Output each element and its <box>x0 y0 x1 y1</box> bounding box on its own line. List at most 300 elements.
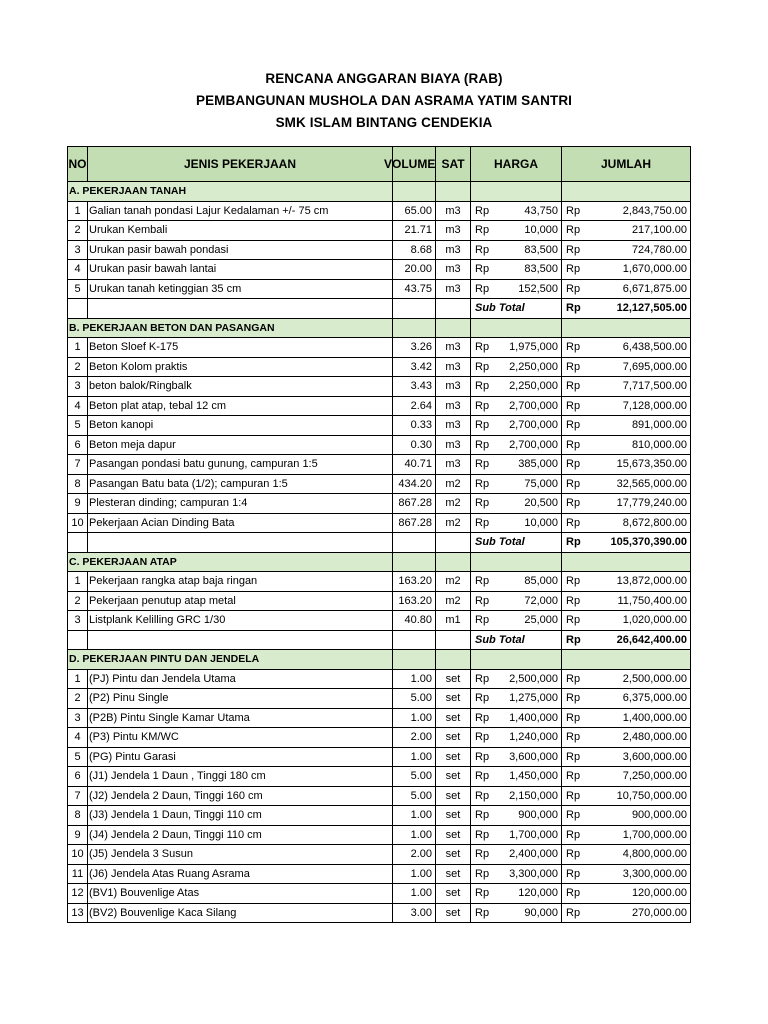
item-total: 8,672,800.00 <box>584 513 691 533</box>
item-total: 4,800,000.00 <box>584 845 691 865</box>
table-row <box>68 221 691 241</box>
section-title: B. PEKERJAAN BETON DAN PASANGAN <box>68 318 393 338</box>
table-row <box>68 513 691 533</box>
item-unit: m3 <box>436 201 471 221</box>
item-total-currency: Rp <box>562 708 584 728</box>
item-volume: 3.43 <box>393 377 436 397</box>
item-price: 1,275,000 <box>493 689 562 709</box>
item-price-currency: Rp <box>471 474 493 494</box>
item-total-currency: Rp <box>562 435 584 455</box>
item-no: 10 <box>68 513 88 533</box>
table-row <box>68 708 691 728</box>
subtotal-currency: Rp <box>562 533 584 553</box>
item-unit: m1 <box>436 611 471 631</box>
item-volume: 1.00 <box>393 708 436 728</box>
item-description: (BV1) Bouvenlige Atas <box>88 884 393 904</box>
item-no: 1 <box>68 201 88 221</box>
item-volume: 1.00 <box>393 825 436 845</box>
item-volume: 5.00 <box>393 786 436 806</box>
table-row <box>68 240 691 260</box>
col-header-jenis: JENIS PEKERJAAN <box>88 147 393 182</box>
empty-cell <box>436 182 471 202</box>
item-price-currency: Rp <box>471 669 493 689</box>
item-description: (J3) Jendela 1 Daun, Tinggi 110 cm <box>88 806 393 826</box>
item-price-currency: Rp <box>471 845 493 865</box>
item-unit: m3 <box>436 357 471 377</box>
empty-cell <box>562 318 691 338</box>
item-description: Urukan pasir bawah pondasi <box>88 240 393 260</box>
item-unit: set <box>436 689 471 709</box>
doc-title: RENCANA ANGGARAN BIAYA (RAB) <box>265 71 503 86</box>
item-price-currency: Rp <box>471 435 493 455</box>
empty-cell <box>393 318 436 338</box>
item-unit: m3 <box>436 279 471 299</box>
item-total: 7,695,000.00 <box>584 357 691 377</box>
empty-cell <box>471 552 562 572</box>
item-no: 4 <box>68 260 88 280</box>
item-no: 5 <box>68 747 88 767</box>
item-total: 6,375,000.00 <box>584 689 691 709</box>
empty-cell <box>436 533 471 553</box>
item-volume: 40.71 <box>393 455 436 475</box>
item-volume: 163.20 <box>393 591 436 611</box>
item-price-currency: Rp <box>471 786 493 806</box>
empty-cell <box>393 533 436 553</box>
col-header-harga: HARGA <box>471 147 562 182</box>
table-row <box>68 455 691 475</box>
subtotal-label: Sub Total <box>471 533 562 553</box>
item-description: (J4) Jendela 2 Daun, Tinggi 110 cm <box>88 825 393 845</box>
item-total: 1,670,000.00 <box>584 260 691 280</box>
item-unit: set <box>436 864 471 884</box>
item-price: 10,000 <box>493 221 562 241</box>
item-description: Galian tanah pondasi Lajur Kedalaman +/- 75 cm <box>88 201 393 221</box>
item-total: 891,000.00 <box>584 416 691 436</box>
table-row <box>68 377 691 397</box>
table-row <box>68 884 691 904</box>
item-unit: m2 <box>436 572 471 592</box>
item-total: 6,671,875.00 <box>584 279 691 299</box>
item-price-currency: Rp <box>471 396 493 416</box>
item-unit: m2 <box>436 513 471 533</box>
item-price: 3,600,000 <box>493 747 562 767</box>
item-description: (BV2) Bouvenlige Kaca Silang <box>88 903 393 923</box>
item-total-currency: Rp <box>562 455 584 475</box>
item-total: 2,500,000.00 <box>584 669 691 689</box>
item-no: 6 <box>68 435 88 455</box>
item-total-currency: Rp <box>562 240 584 260</box>
table-row <box>68 474 691 494</box>
item-total: 120,000.00 <box>584 884 691 904</box>
item-no: 7 <box>68 786 88 806</box>
subtotal-currency: Rp <box>562 299 584 319</box>
item-price: 83,500 <box>493 260 562 280</box>
item-no: 3 <box>68 240 88 260</box>
item-no: 4 <box>68 728 88 748</box>
empty-cell <box>436 630 471 650</box>
item-unit: set <box>436 903 471 923</box>
item-volume: 3.26 <box>393 338 436 358</box>
item-total-currency: Rp <box>562 845 584 865</box>
item-total: 11,750,400.00 <box>584 591 691 611</box>
empty-cell <box>393 630 436 650</box>
item-price: 3,300,000 <box>493 864 562 884</box>
item-price: 1,975,000 <box>493 338 562 358</box>
table-row <box>68 845 691 865</box>
item-price-currency: Rp <box>471 903 493 923</box>
empty-cell <box>88 533 393 553</box>
item-description: Pekerjaan rangka atap baja ringan <box>88 572 393 592</box>
empty-cell <box>436 299 471 319</box>
empty-cell <box>562 650 691 670</box>
item-no: 5 <box>68 279 88 299</box>
item-description: Urukan Kembali <box>88 221 393 241</box>
table-row <box>68 338 691 358</box>
item-price: 120,000 <box>493 884 562 904</box>
item-description: Urukan tanah ketinggian 35 cm <box>88 279 393 299</box>
section-header-row <box>68 182 691 202</box>
table-row <box>68 903 691 923</box>
item-total: 6,438,500.00 <box>584 338 691 358</box>
item-price-currency: Rp <box>471 689 493 709</box>
item-no: 1 <box>68 338 88 358</box>
subtotal-row <box>68 630 691 650</box>
item-description: Listplank Kelilling GRC 1/30 <box>88 611 393 631</box>
item-price-currency: Rp <box>471 279 493 299</box>
item-unit: m3 <box>436 416 471 436</box>
subtotal-row <box>68 299 691 319</box>
empty-cell <box>436 552 471 572</box>
item-no: 2 <box>68 591 88 611</box>
section-title: A. PEKERJAAN TANAH <box>68 182 393 202</box>
empty-cell <box>562 182 691 202</box>
item-unit: set <box>436 767 471 787</box>
item-volume: 1.00 <box>393 747 436 767</box>
item-total: 13,872,000.00 <box>584 572 691 592</box>
item-no: 9 <box>68 494 88 514</box>
item-total-currency: Rp <box>562 591 584 611</box>
item-description: (J5) Jendela 3 Susun <box>88 845 393 865</box>
rab-body <box>68 182 691 923</box>
item-price: 152,500 <box>493 279 562 299</box>
subtotal-currency: Rp <box>562 630 584 650</box>
item-description: Urukan pasir bawah lantai <box>88 260 393 280</box>
table-row <box>68 669 691 689</box>
item-total: 15,673,350.00 <box>584 455 691 475</box>
item-unit: m2 <box>436 494 471 514</box>
item-description: (P3) Pintu KM/WC <box>88 728 393 748</box>
item-total: 2,843,750.00 <box>584 201 691 221</box>
section-title: D. PEKERJAAN PINTU DAN JENDELA <box>68 650 393 670</box>
item-description: beton balok/Ringbalk <box>88 377 393 397</box>
item-total: 1,020,000.00 <box>584 611 691 631</box>
item-no: 4 <box>68 396 88 416</box>
item-total: 7,717,500.00 <box>584 377 691 397</box>
item-total-currency: Rp <box>562 396 584 416</box>
item-price: 10,000 <box>493 513 562 533</box>
item-unit: m3 <box>436 396 471 416</box>
item-price: 2,250,000 <box>493 377 562 397</box>
item-volume: 867.28 <box>393 513 436 533</box>
subtotal-label: Sub Total <box>471 299 562 319</box>
item-description: (P2B) Pintu Single Kamar Utama <box>88 708 393 728</box>
item-unit: m3 <box>436 260 471 280</box>
table-row <box>68 611 691 631</box>
item-unit: m2 <box>436 474 471 494</box>
item-price-currency: Rp <box>471 377 493 397</box>
item-price-currency: Rp <box>471 260 493 280</box>
item-price-currency: Rp <box>471 455 493 475</box>
table-row <box>68 728 691 748</box>
item-volume: 21.71 <box>393 221 436 241</box>
item-unit: set <box>436 728 471 748</box>
col-header-sat: SAT <box>436 147 471 182</box>
item-price-currency: Rp <box>471 338 493 358</box>
empty-cell <box>393 182 436 202</box>
col-header-jumlah: JUMLAH <box>562 147 691 182</box>
item-price-currency: Rp <box>471 728 493 748</box>
item-volume: 3.42 <box>393 357 436 377</box>
item-price-currency: Rp <box>471 416 493 436</box>
section-header-row <box>68 318 691 338</box>
empty-cell <box>436 650 471 670</box>
item-price: 20,500 <box>493 494 562 514</box>
item-price: 2,500,000 <box>493 669 562 689</box>
item-price: 90,000 <box>493 903 562 923</box>
item-total-currency: Rp <box>562 806 584 826</box>
item-price-currency: Rp <box>471 201 493 221</box>
item-volume: 40.80 <box>393 611 436 631</box>
item-no: 3 <box>68 611 88 631</box>
item-no: 5 <box>68 416 88 436</box>
item-unit: set <box>436 806 471 826</box>
empty-cell <box>393 299 436 319</box>
item-price-currency: Rp <box>471 708 493 728</box>
item-no: 9 <box>68 825 88 845</box>
item-unit: m3 <box>436 435 471 455</box>
item-no: 2 <box>68 221 88 241</box>
item-volume: 1.00 <box>393 806 436 826</box>
rab-table <box>67 146 691 923</box>
item-price: 1,450,000 <box>493 767 562 787</box>
item-total-currency: Rp <box>562 416 584 436</box>
subtotal-row <box>68 533 691 553</box>
item-total: 3,600,000.00 <box>584 747 691 767</box>
item-total-currency: Rp <box>562 572 584 592</box>
item-price: 900,000 <box>493 806 562 826</box>
item-description: Pasangan pondasi batu gunung, campuran 1:5 <box>88 455 393 475</box>
item-volume: 2.00 <box>393 845 436 865</box>
empty-cell <box>68 630 88 650</box>
subtotal-value: 105,370,390.00 <box>584 533 691 553</box>
item-unit: set <box>436 825 471 845</box>
section-header-row <box>68 650 691 670</box>
table-row <box>68 494 691 514</box>
table-row <box>68 825 691 845</box>
item-total: 17,779,240.00 <box>584 494 691 514</box>
item-no: 1 <box>68 572 88 592</box>
empty-cell <box>471 318 562 338</box>
item-total-currency: Rp <box>562 357 584 377</box>
item-price-currency: Rp <box>471 825 493 845</box>
item-total: 1,700,000.00 <box>584 825 691 845</box>
item-volume: 3.00 <box>393 903 436 923</box>
item-price: 85,000 <box>493 572 562 592</box>
item-no: 11 <box>68 864 88 884</box>
item-description: Beton plat atap, tebal 12 cm <box>88 396 393 416</box>
table-row <box>68 747 691 767</box>
item-price: 1,240,000 <box>493 728 562 748</box>
item-description: Pasangan Batu bata (1/2); campuran 1:5 <box>88 474 393 494</box>
item-price: 2,400,000 <box>493 845 562 865</box>
empty-cell <box>471 650 562 670</box>
item-total-currency: Rp <box>562 903 584 923</box>
item-total: 1,400,000.00 <box>584 708 691 728</box>
table-row <box>68 591 691 611</box>
item-price: 1,400,000 <box>493 708 562 728</box>
item-price: 2,700,000 <box>493 435 562 455</box>
item-total: 217,100.00 <box>584 221 691 241</box>
item-volume: 43.75 <box>393 279 436 299</box>
col-header-no: NO <box>68 147 88 182</box>
item-volume: 1.00 <box>393 884 436 904</box>
item-total-currency: Rp <box>562 494 584 514</box>
item-price-currency: Rp <box>471 747 493 767</box>
empty-cell <box>88 299 393 319</box>
item-no: 10 <box>68 845 88 865</box>
item-total-currency: Rp <box>562 786 584 806</box>
table-row <box>68 416 691 436</box>
table-row <box>68 357 691 377</box>
empty-cell <box>393 552 436 572</box>
item-no: 13 <box>68 903 88 923</box>
item-unit: set <box>436 845 471 865</box>
item-volume: 1.00 <box>393 864 436 884</box>
item-price: 2,250,000 <box>493 357 562 377</box>
empty-cell <box>393 650 436 670</box>
item-price-currency: Rp <box>471 572 493 592</box>
item-price-currency: Rp <box>471 806 493 826</box>
item-total-currency: Rp <box>562 221 584 241</box>
item-total: 10,750,000.00 <box>584 786 691 806</box>
item-unit: set <box>436 708 471 728</box>
item-description: Plesteran dinding; campuran 1:4 <box>88 494 393 514</box>
table-row <box>68 806 691 826</box>
item-price: 83,500 <box>493 240 562 260</box>
item-no: 2 <box>68 689 88 709</box>
item-price: 72,000 <box>493 591 562 611</box>
table-row <box>68 689 691 709</box>
item-unit: set <box>436 669 471 689</box>
item-total-currency: Rp <box>562 689 584 709</box>
item-volume: 0.30 <box>393 435 436 455</box>
table-row <box>68 767 691 787</box>
item-price: 385,000 <box>493 455 562 475</box>
item-description: Pekerjaan Acian Dinding Bata <box>88 513 393 533</box>
item-total-currency: Rp <box>562 279 584 299</box>
item-price-currency: Rp <box>471 240 493 260</box>
item-volume: 5.00 <box>393 767 436 787</box>
item-unit: set <box>436 884 471 904</box>
item-volume: 8.68 <box>393 240 436 260</box>
item-description: Beton meja dapur <box>88 435 393 455</box>
item-price: 2,150,000 <box>493 786 562 806</box>
item-description: (P2) Pinu Single <box>88 689 393 709</box>
item-price: 25,000 <box>493 611 562 631</box>
item-volume: 1.00 <box>393 669 436 689</box>
item-description: (PJ) Pintu dan Jendela Utama <box>88 669 393 689</box>
item-volume: 20.00 <box>393 260 436 280</box>
table-row <box>68 572 691 592</box>
item-volume: 65.00 <box>393 201 436 221</box>
item-price-currency: Rp <box>471 221 493 241</box>
item-price: 43,750 <box>493 201 562 221</box>
item-description: Beton Sloef K-175 <box>88 338 393 358</box>
item-price-currency: Rp <box>471 357 493 377</box>
item-price-currency: Rp <box>471 513 493 533</box>
subtotal-value: 26,642,400.00 <box>584 630 691 650</box>
empty-cell <box>68 533 88 553</box>
item-total-currency: Rp <box>562 201 584 221</box>
item-total: 900,000.00 <box>584 806 691 826</box>
item-total-currency: Rp <box>562 747 584 767</box>
table-row <box>68 864 691 884</box>
item-total-currency: Rp <box>562 825 584 845</box>
item-unit: m3 <box>436 338 471 358</box>
item-total: 7,250,000.00 <box>584 767 691 787</box>
item-total-currency: Rp <box>562 338 584 358</box>
doc-subtitle: PEMBANGUNAN MUSHOLA DAN ASRAMA YATIM SANTRI <box>195 93 573 108</box>
item-unit: set <box>436 786 471 806</box>
item-volume: 163.20 <box>393 572 436 592</box>
item-total: 270,000.00 <box>584 903 691 923</box>
item-price-currency: Rp <box>471 884 493 904</box>
item-total: 810,000.00 <box>584 435 691 455</box>
table-row <box>68 260 691 280</box>
table-row <box>68 786 691 806</box>
section-title: C. PEKERJAAN ATAP <box>68 552 393 572</box>
item-total: 724,780.00 <box>584 240 691 260</box>
item-volume: 2.00 <box>393 728 436 748</box>
subtotal-label: Sub Total <box>471 630 562 650</box>
item-price: 2,700,000 <box>493 416 562 436</box>
item-description: (J1) Jendela 1 Daun , Tinggi 180 cm <box>88 767 393 787</box>
empty-cell <box>562 552 691 572</box>
item-unit: m3 <box>436 221 471 241</box>
item-price-currency: Rp <box>471 494 493 514</box>
item-description: (J2) Jendela 2 Daun, Tinggi 160 cm <box>88 786 393 806</box>
item-no: 8 <box>68 474 88 494</box>
item-volume: 434.20 <box>393 474 436 494</box>
item-unit: m2 <box>436 591 471 611</box>
item-no: 12 <box>68 884 88 904</box>
empty-cell <box>68 299 88 319</box>
item-total-currency: Rp <box>562 884 584 904</box>
item-volume: 5.00 <box>393 689 436 709</box>
item-volume: 2.64 <box>393 396 436 416</box>
item-unit: m3 <box>436 377 471 397</box>
item-unit: m3 <box>436 240 471 260</box>
item-description: Beton kanopi <box>88 416 393 436</box>
empty-cell <box>88 630 393 650</box>
item-unit: set <box>436 747 471 767</box>
item-no: 3 <box>68 708 88 728</box>
item-total-currency: Rp <box>562 864 584 884</box>
item-volume: 0.33 <box>393 416 436 436</box>
item-price-currency: Rp <box>471 611 493 631</box>
item-no: 8 <box>68 806 88 826</box>
item-total-currency: Rp <box>562 611 584 631</box>
